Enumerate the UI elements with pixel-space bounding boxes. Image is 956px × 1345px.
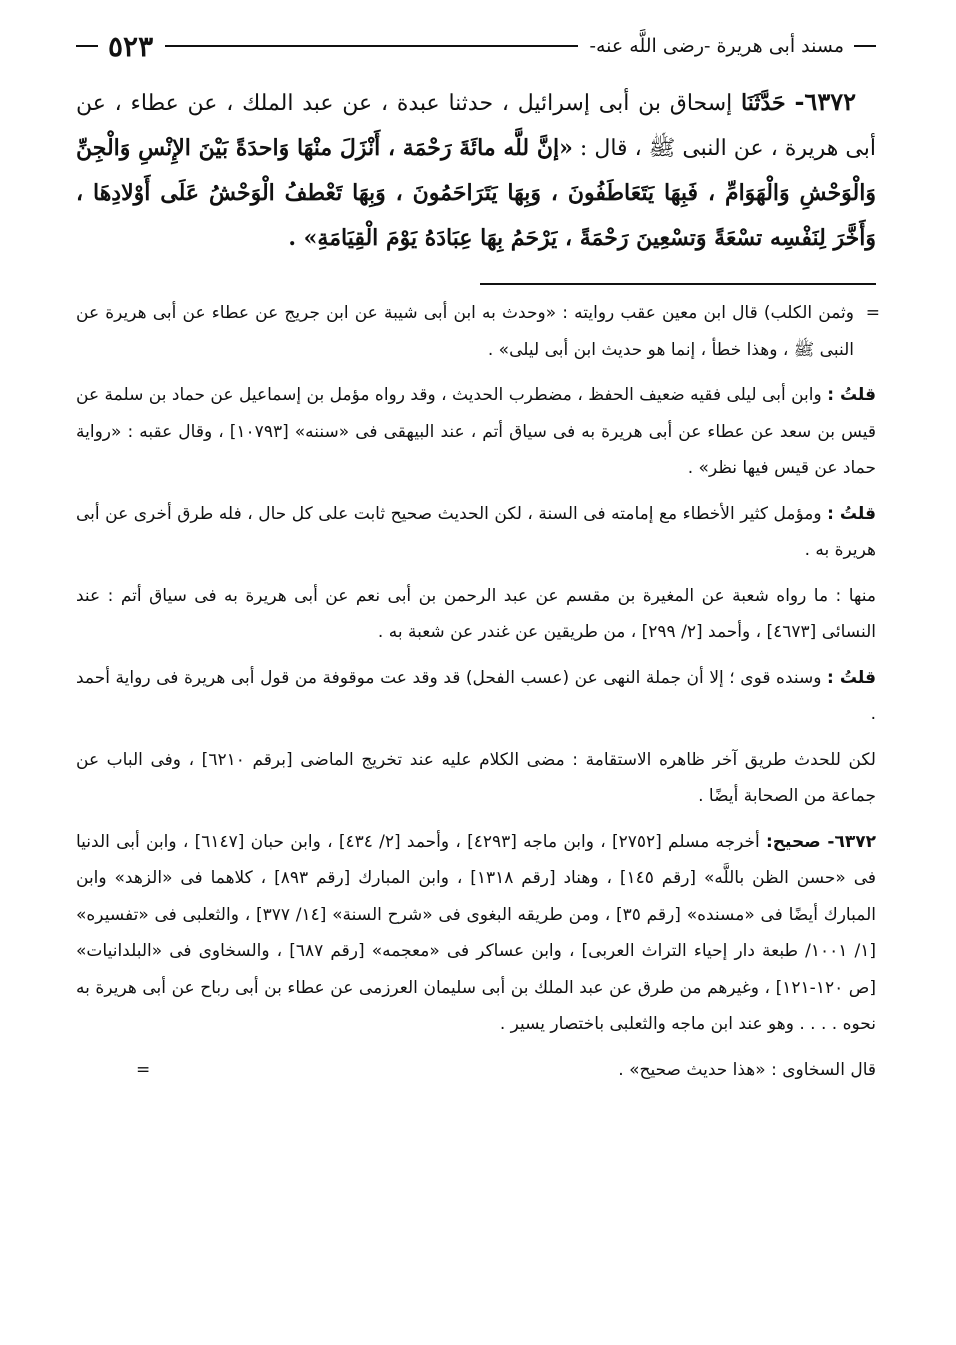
footnote-text: وابن أبى ليلى فقيه ضعيف الحفظ ، مضطرب الحديث ، وقد رواه مؤمل بن إسماعيل عن حماد بن سلمة عن قيس بن سعد عن عطاء عن أبى هريرة به فى سياق أتم ، عند البيهقى فى «سننه» [١٠٧٩٣] ، وقال عقبه : «رواية حماد عن قيس فيها نظر» . bbox=[76, 385, 877, 478]
hadith-text bbox=[76, 80, 876, 261]
footnote-paragraph bbox=[76, 742, 876, 815]
takhrij-paragraph bbox=[76, 824, 876, 1043]
document-page bbox=[76, 26, 880, 1088]
footnote-paragraph bbox=[76, 496, 876, 569]
page-number: ٥٢٣ bbox=[108, 29, 154, 63]
end-continuation-marker: = bbox=[136, 1059, 151, 1080]
running-title: مسند أبى هريرة -رضى اللَّه عنه- bbox=[589, 35, 844, 57]
footnote-text: منها : ما رواه شعبة عن المغيرة بن مقسم عن عبد الرحمن بن أبى نعم عن أبى هريرة به فى سياق أتم : عند النسائى [٤٦٧٣] ، وأحمد [٢/ ٢٩٩] ، من طريقين عن غندر عن شعبة به . bbox=[76, 585, 876, 642]
qultu-label: قلتُ : bbox=[827, 503, 876, 524]
footnote-paragraph bbox=[76, 660, 876, 733]
header-rule bbox=[165, 45, 577, 47]
footnote-text: لكن للحدث طريق آخر ظاهره الاستقامة : مضى الكلام عليه عند تخريج الماضى [برقم ٦٢١٠] ، وفى الباب عن جماعة من الصحابة أيضًا . bbox=[76, 749, 876, 806]
hadith-number: ٦٣٧٢- bbox=[794, 87, 856, 116]
continuation-marker: = bbox=[865, 303, 880, 323]
qultu-label: قلتُ : bbox=[827, 667, 876, 688]
takhrij-text: أخرجه مسلم [٢٧٥٢] ، وابن ماجه [٤٢٩٣] ، وأحمد [٢/ ٤٣٤] ، وابن حبان [٦١٤٧] ، وابن أبى الدنيا فى «حسن الظن باللَّه» [رقم ١٤٥] ، وهناد [رقم ١٣١٨] ، وابن المبارك [رقم ٨٩٣] ، كلاهما فى «الزهد» وابن المبارك أيضًا فى «مسنده» [رقم ٣٥] ، ومن طريقه البغوى فى «شرح السنة» [١٤/ ٣٧٧] ، والثعلبى فى «تفسيره» [١/ ١٠٠١/ طبعة دار إحياء التراث العربى] ، وابن عساكر فى «معجمه» [رقم ٦٨٧] ، والسخاوى فى «البلدانيات» [ص ١٢٠-١٢١] ، وغيرهم من طرق عن عبد الملك بن أبى سليمان العرزمى عن عطاء بن أبى رباح عن أبى هريرة به نحوه . . . . وهو عند ابن ماجه والثعلبى باختصار يسير . bbox=[76, 831, 876, 1034]
narration-verb: حَدَّثَنَا bbox=[741, 90, 786, 116]
closing-line bbox=[76, 1052, 876, 1089]
footnote-paragraph bbox=[76, 377, 876, 487]
hadith-isnad: إسحاق بن أبى إسرائيل ، حدثنا عبدة ، عن عبد الملك ، عن عطاء ، عن أبى هريرة ، عن النبى ﷺ ، قال : bbox=[76, 91, 876, 161]
footnote-separator bbox=[480, 283, 876, 285]
footnote-paragraph bbox=[76, 578, 876, 651]
header-dash-left bbox=[76, 45, 98, 47]
header-dash-right bbox=[854, 45, 876, 47]
page-header bbox=[76, 26, 876, 66]
footnote-text: ومؤمل كثير الأخطاء مع إمامته فى السنة ، لكن الحديث صحيح ثابت على كل حال ، فله طرق أخرى عن أبى هريرة به . bbox=[76, 503, 876, 560]
footnote-text: وثمن الكلب) قال ابن معين عقب روايته : «وحدث به ابن أبى شيبة عن ابن جريج عن عطاء عن أبى هريرة عن النبى ﷺ ، وهذا خطأ ، إنما هو حديث ابن أبى ليلى» . bbox=[76, 303, 854, 360]
qultu-label: قلتُ : bbox=[827, 385, 877, 405]
takhrij-heading: ٦٣٧٢- صحيح: bbox=[765, 831, 876, 852]
footnote-paragraph bbox=[76, 295, 880, 368]
closing-text: قال السخاوى : «هذا حديث صحيح» . bbox=[618, 1059, 876, 1080]
hadith-matn: «إنَّ للَّه مائَةَ رَحْمَة ، أَنْزَلَ منْهَا وَاحدَةً بَيْنَ الإِنْسِ وَالْجِنِّ وَالْوَحْشِ وَالْهَوَامِّ ، فَبِهَا يَتَعَاطَفُونَ ، وَبِهَا يَتَرَاحَمُونَ ، وَبِهَا تَعْطفُ الْوَحْشُ عَلَى أَوْلادِهَا ، وَأَخَّرَ لِنَفْسِه تسْعَةً وَتسْعِينَ رَحْمَةً ، يَرْحَمُ بِهَا عِبَادَهُ يَوْمَ الْقِيَامَةِ» . bbox=[76, 135, 876, 251]
footnotes bbox=[76, 295, 880, 1088]
footnote-text: وسنده قوى ؛ إلا أن جملة النهى عن (عسب الفحل) قد وقد عت موقوفة من قول أبى هريرة فى رواية أحمد . bbox=[76, 667, 876, 724]
